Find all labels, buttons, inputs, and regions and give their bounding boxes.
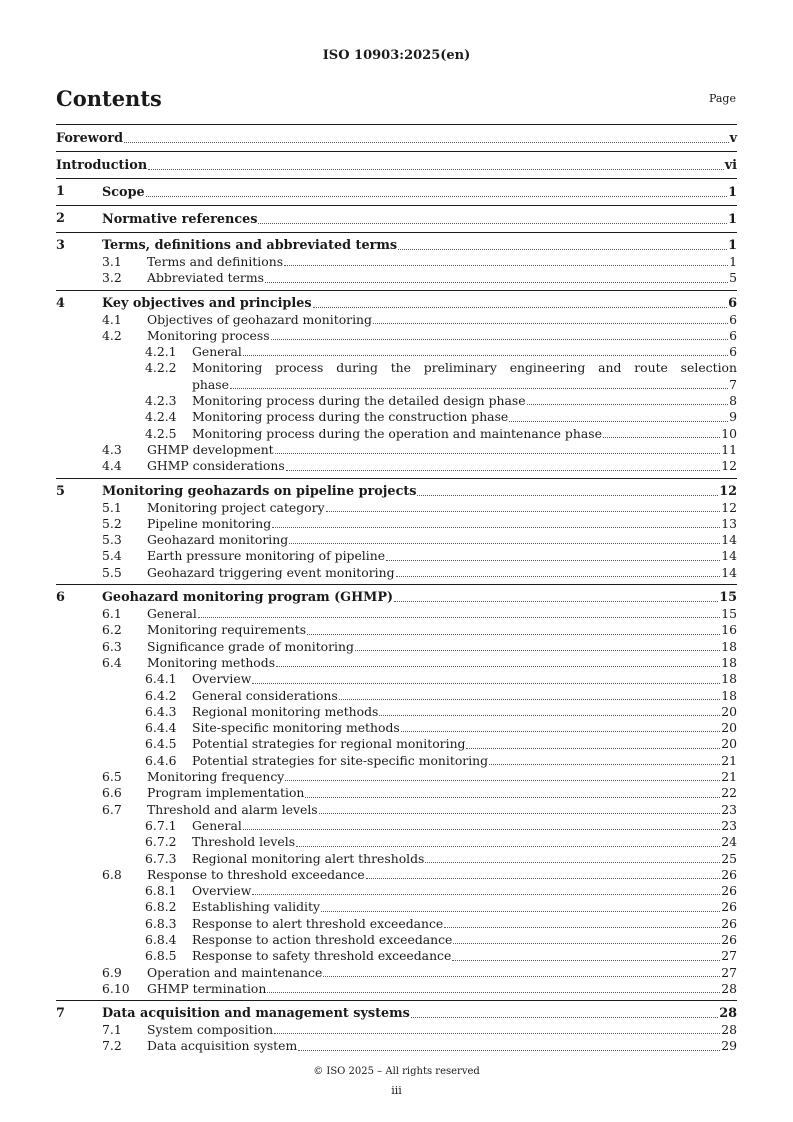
toc-entry-page: 28 [721, 1022, 737, 1038]
toc-entry-page: 24 [721, 834, 737, 850]
toc-entry-page: 22 [721, 785, 737, 801]
toc-entry-number: 4.1 [102, 311, 122, 327]
toc-entry-page: 18 [721, 638, 737, 654]
dot-leader [444, 927, 720, 928]
toc-entry[interactable] [56, 688, 737, 704]
toc-entry[interactable] [56, 458, 737, 474]
toc-entry-title: General [147, 606, 197, 622]
toc-entry-page: 15 [719, 590, 737, 606]
toc-entry-title: Site-specific monitoring methods [192, 720, 400, 736]
toc-entry[interactable] [56, 532, 737, 548]
toc-entry-page: 21 [721, 769, 737, 785]
toc-entry-number: 7 [56, 1006, 65, 1022]
toc-entry[interactable] [56, 883, 737, 899]
dot-leader [527, 404, 729, 405]
toc-entry-title: Terms, definitions and abbreviated terms [102, 238, 398, 253]
toc-entry-page: v [729, 131, 737, 146]
toc-entry-number: 6.4.6 [145, 752, 177, 768]
dot-leader [296, 846, 720, 847]
dot-leader [276, 666, 720, 667]
dot-leader [321, 911, 720, 912]
toc-entry[interactable] [56, 409, 737, 425]
toc-entry-number: 5.3 [102, 532, 122, 548]
dot-leader [267, 992, 720, 993]
toc-entry-number: 4.2.1 [145, 344, 177, 360]
toc-entry-title: Program implementation [147, 785, 305, 801]
toc-entry-page: 16 [721, 622, 737, 638]
dot-leader [146, 196, 727, 197]
toc-entry[interactable] [56, 254, 737, 270]
toc-entry-page: 18 [721, 687, 737, 703]
toc-entry[interactable] [56, 639, 737, 655]
toc-entry[interactable] [56, 500, 737, 516]
toc-entry-title: Monitoring frequency [147, 769, 285, 785]
toc-entry-number: 4 [56, 295, 65, 311]
dot-leader [272, 527, 720, 528]
toc-entry-number: 6.8 [102, 866, 122, 882]
toc-entry[interactable] [56, 720, 737, 736]
toc-entry-number: 6.10 [102, 980, 130, 996]
dot-leader [148, 169, 724, 170]
toc-entry-page: 11 [721, 441, 737, 457]
table-of-contents [56, 124, 737, 1058]
toc-entry-page: 15 [721, 606, 737, 622]
toc-entry-title: Monitoring project category [147, 499, 325, 515]
toc-entry-title: Response to safety threshold exceedance [192, 948, 452, 964]
toc-entry-number: 5.1 [102, 499, 122, 515]
toc-entry-number: 5.5 [102, 564, 122, 580]
toc-section [56, 1000, 737, 1058]
dot-leader [319, 813, 721, 814]
copyright-notice: © ISO 2025 – All rights reserved [313, 1066, 480, 1077]
dot-leader [124, 142, 729, 143]
toc-entry-title: Introduction [56, 158, 148, 173]
toc-entry-main[interactable] [56, 590, 737, 606]
dot-leader [243, 829, 720, 830]
toc-entry-page: 18 [721, 671, 737, 687]
toc-entry-page: 26 [721, 915, 737, 931]
toc-entry-number: 6.1 [102, 606, 122, 622]
toc-entry-page: 12 [721, 499, 737, 515]
dot-leader [425, 862, 720, 863]
toc-entry-number: 5.4 [102, 548, 122, 564]
dot-leader [265, 282, 728, 283]
toc-entry[interactable] [56, 312, 737, 328]
toc-entry-page: 6 [728, 295, 737, 311]
toc-entry-page: 13 [721, 515, 737, 531]
toc-entry-number: 1 [56, 184, 65, 199]
toc-entry[interactable] [56, 916, 737, 932]
toc-entry[interactable] [56, 981, 737, 997]
page-number: iii [391, 1084, 402, 1097]
toc-entry-number: 6.7.2 [145, 834, 177, 850]
toc-entry[interactable] [56, 360, 737, 393]
toc-entry-title: Monitoring geohazards on pipeline projects [102, 483, 417, 499]
toc-entry-title: Geohazard triggering event monitoring [147, 564, 395, 580]
toc-entry[interactable] [56, 867, 737, 883]
toc-entry-main[interactable] [56, 238, 737, 254]
toc-entry-title: Earth pressure monitoring of pipeline [147, 548, 386, 564]
toc-entry-title: Overview [192, 883, 252, 899]
toc-entry-title: Pipeline monitoring [147, 515, 272, 531]
dot-leader [339, 699, 720, 700]
toc-entry-page: 29 [721, 1038, 737, 1054]
toc-section [56, 232, 737, 290]
toc-entry-page: 1 [728, 212, 737, 227]
dot-leader [286, 470, 721, 471]
toc-entry-title: Response to alert threshold exceedance [192, 915, 444, 931]
toc-entry-title: Potential strategies for site-specific monitoring [192, 752, 489, 768]
dot-leader [323, 976, 720, 977]
toc-entry-number: 4.2.3 [145, 393, 177, 409]
toc-entry-title: Scope [102, 185, 145, 200]
toc-entry-page: 20 [721, 720, 737, 736]
toc-entry[interactable] [56, 442, 737, 458]
dot-leader [307, 634, 720, 635]
toc-entry[interactable] [56, 426, 737, 442]
toc-entry-number: 4.2.2 [145, 360, 177, 376]
dot-leader [466, 748, 720, 749]
toc-entry-number: 6.7.1 [145, 817, 177, 833]
toc-entry-title: General [192, 344, 242, 360]
toc-entry-number: 6.2 [102, 622, 122, 638]
toc-entry[interactable] [56, 548, 737, 564]
dot-leader [274, 1033, 720, 1034]
toc-entry-title: General [192, 817, 242, 833]
dot-leader [230, 388, 728, 389]
dot-leader [398, 249, 727, 250]
toc-entry[interactable] [56, 606, 737, 622]
dot-leader [284, 265, 728, 266]
toc-entry-title: General considerations [192, 687, 338, 703]
toc-section [56, 290, 737, 478]
toc-entry-page: 1 [728, 238, 737, 253]
toc-entry-page: 14 [721, 532, 737, 548]
toc-entry-page: 26 [721, 899, 737, 915]
toc-entry-number: 6.8.4 [145, 931, 177, 947]
toc-entry-number: 6 [56, 590, 65, 606]
toc-entry-number: 6.4.4 [145, 720, 177, 736]
dot-leader [198, 617, 720, 618]
dot-leader [355, 650, 720, 651]
toc-entry-title: Data acquisition and management systems [102, 1006, 410, 1022]
toc-entry-main[interactable] [56, 157, 737, 175]
toc-section [56, 584, 737, 1000]
toc-entry-title: Monitoring process during the preliminary engineering and route selection [192, 360, 737, 376]
toc-entry-main[interactable] [56, 184, 737, 202]
toc-entry-title: Data acquisition system [147, 1038, 298, 1054]
toc-entry-title: Regional monitoring methods [192, 703, 379, 719]
toc-entry[interactable] [56, 671, 737, 687]
toc-entry[interactable] [56, 270, 737, 286]
toc-entry[interactable] [56, 965, 737, 981]
toc-entry-title: Monitoring process during the operation and maintenance phase [192, 425, 602, 441]
toc-entry-page: 28 [719, 1006, 737, 1022]
toc-entry-page: 1 [729, 254, 737, 269]
toc-entry-title: Monitoring process during the construction phase [192, 409, 509, 425]
toc-entry-title-continued: phase [192, 376, 229, 392]
dot-leader [285, 780, 720, 781]
toc-section [56, 178, 737, 205]
toc-entry-number: 6.4.3 [145, 703, 177, 719]
toc-entry-title: Response to action threshold exceedance [192, 931, 453, 947]
toc-entry-number: 3 [56, 238, 65, 253]
dot-leader [366, 878, 720, 879]
toc-entry-number: 6.8.1 [145, 883, 177, 899]
toc-entry-number: 6.4.2 [145, 687, 177, 703]
toc-entry-page: 26 [721, 931, 737, 947]
page-column-label: Page [708, 92, 736, 105]
toc-entry-title: Geohazard monitoring program (GHMP) [102, 590, 394, 606]
toc-entry-number: 6.4 [102, 654, 122, 670]
dot-leader [489, 764, 720, 765]
toc-section [56, 124, 737, 151]
toc-entry[interactable] [56, 704, 737, 720]
toc-entry-number: 6.5 [102, 769, 122, 785]
toc-entry-number: 4.4 [102, 458, 122, 474]
toc-entry-number: 6.3 [102, 638, 122, 654]
toc-entry[interactable] [56, 802, 737, 818]
dot-leader [603, 437, 720, 438]
toc-entry[interactable] [56, 393, 737, 409]
toc-entry-number: 6.6 [102, 785, 122, 801]
dot-leader [411, 1017, 718, 1018]
toc-entry[interactable] [56, 834, 737, 850]
toc-section [56, 205, 737, 232]
toc-entry-title: Operation and maintenance [147, 964, 323, 980]
toc-entry-page: 28 [721, 980, 737, 996]
dot-leader [453, 943, 720, 944]
toc-entry-title: Abbreviated terms [147, 270, 264, 286]
toc-entry[interactable] [56, 899, 737, 915]
toc-entry-title: Potential strategies for regional monitoring [192, 736, 466, 752]
toc-entry-page: 10 [721, 425, 737, 441]
dot-leader [417, 495, 718, 496]
toc-entry-page: 6 [729, 311, 737, 327]
toc-entry-title: Key objectives and principles [102, 295, 312, 311]
dot-leader [258, 223, 727, 224]
dot-leader [373, 323, 728, 324]
toc-entry-number: 6.7.3 [145, 850, 177, 866]
toc-entry[interactable] [56, 622, 737, 638]
toc-entry-title: Establishing validity [192, 899, 320, 915]
toc-entry-page: vi [724, 158, 737, 173]
toc-entry-page: 8 [729, 393, 737, 409]
toc-entry-title: Foreword [56, 131, 124, 146]
toc-entry-title: Threshold and alarm levels [147, 801, 318, 817]
toc-entry-page: 7 [729, 376, 737, 392]
toc-entry-page: 23 [721, 817, 737, 833]
toc-entry[interactable] [56, 1022, 737, 1038]
dot-leader [386, 560, 720, 561]
toc-entry-page: 12 [719, 483, 737, 499]
dot-leader [271, 339, 729, 340]
dot-leader [243, 355, 728, 356]
toc-entry-title: Objectives of geohazard monitoring [147, 311, 372, 327]
toc-entry[interactable] [56, 818, 737, 834]
toc-entry-number: 4.3 [102, 441, 122, 457]
toc-entry[interactable] [56, 785, 737, 801]
dot-leader [396, 576, 721, 577]
toc-entry-number: 3.2 [102, 270, 122, 286]
toc-entry-title: Monitoring requirements [147, 622, 307, 638]
toc-entry[interactable] [56, 565, 737, 581]
toc-entry-page: 1 [728, 185, 737, 200]
toc-entry-title: Regional monitoring alert thresholds [192, 850, 425, 866]
toc-entry-number: 6.8.2 [145, 899, 177, 915]
dot-leader [394, 601, 718, 602]
toc-entry-number: 4.2.4 [145, 409, 177, 425]
toc-entry-number: 6.8.5 [145, 948, 177, 964]
toc-entry-page: 20 [721, 736, 737, 752]
toc-entry[interactable] [56, 851, 737, 867]
toc-entry-page: 27 [721, 964, 737, 980]
dot-leader [452, 960, 720, 961]
dot-leader [298, 1050, 720, 1051]
toc-entry-page: 6 [729, 344, 737, 360]
toc-entry-title: System composition [147, 1022, 274, 1038]
dot-leader [289, 543, 720, 544]
toc-entry-page: 9 [729, 409, 737, 425]
toc-entry-page: 14 [721, 548, 737, 564]
toc-entry-main[interactable] [56, 484, 737, 500]
toc-entry-page: 6 [729, 327, 737, 343]
toc-section [56, 151, 737, 178]
toc-entry-page: 21 [721, 752, 737, 768]
toc-entry-page: 25 [721, 850, 737, 866]
toc-entry-number: 6.8.3 [145, 915, 177, 931]
dot-leader [252, 894, 720, 895]
toc-entry-main[interactable] [56, 1006, 737, 1022]
toc-entry-main[interactable] [56, 296, 737, 312]
toc-entry-page: 23 [721, 801, 737, 817]
toc-entry[interactable] [56, 344, 737, 360]
dot-leader [379, 715, 720, 716]
toc-entry-main[interactable] [56, 130, 737, 148]
toc-entry-number: 7.1 [102, 1022, 122, 1038]
toc-entry-number: 3.1 [102, 254, 122, 269]
dot-leader [401, 731, 720, 732]
toc-entry-page: 26 [721, 883, 737, 899]
toc-entry-page: 12 [721, 458, 737, 474]
toc-entry[interactable] [56, 736, 737, 752]
toc-entry-title: Threshold levels [192, 834, 296, 850]
toc-entry[interactable] [56, 655, 737, 671]
dot-leader [326, 511, 721, 512]
toc-entry-number: 2 [56, 211, 65, 226]
dot-leader [509, 421, 728, 422]
toc-entry[interactable] [56, 516, 737, 532]
toc-entry-page: 27 [721, 948, 737, 964]
toc-entry-number: 7.2 [102, 1038, 122, 1054]
toc-section [56, 478, 737, 584]
toc-entry-number: 6.4.1 [145, 671, 177, 687]
toc-entry-title: Geohazard monitoring [147, 532, 289, 548]
toc-entry-title: Monitoring process during the detailed design phase [192, 393, 526, 409]
toc-entry-title: Response to threshold exceedance [147, 866, 365, 882]
toc-entry-number: 5.2 [102, 515, 122, 531]
toc-entry-page: 14 [721, 564, 737, 580]
toc-entry-title: GHMP development [147, 441, 274, 457]
toc-entry-title: Terms and definitions [147, 254, 284, 269]
toc-entry-number: 6.7 [102, 801, 122, 817]
toc-entry-title: Monitoring process [147, 327, 270, 343]
toc-entry-page: 5 [729, 270, 737, 286]
dot-leader [305, 797, 720, 798]
dot-leader [313, 307, 728, 308]
toc-entry[interactable] [56, 769, 737, 785]
toc-entry-number: 6.9 [102, 964, 122, 980]
toc-entry-title: GHMP termination [147, 980, 267, 996]
toc-entry[interactable] [56, 753, 737, 769]
toc-entry[interactable] [56, 932, 737, 948]
toc-entry-title: GHMP considerations [147, 458, 285, 474]
toc-entry-number: 6.4.5 [145, 736, 177, 752]
toc-entry-title: Overview [192, 671, 252, 687]
toc-entry-main[interactable] [56, 211, 737, 229]
toc-entry-page: 20 [721, 703, 737, 719]
toc-entry[interactable] [56, 328, 737, 344]
toc-entry[interactable] [56, 1038, 737, 1054]
toc-entry-title: Monitoring methods [147, 654, 276, 670]
toc-entry-title: Significance grade of monitoring [147, 638, 354, 654]
document-header: ISO 10903:2025(en) [322, 48, 471, 63]
dot-leader [252, 683, 720, 684]
toc-entry-page: 26 [721, 866, 737, 882]
toc-entry-number: 4.2 [102, 327, 122, 343]
page-title: Contents [56, 86, 162, 111]
dot-leader [275, 453, 721, 454]
toc-entry[interactable] [56, 948, 737, 964]
toc-entry-number: 5 [56, 483, 65, 499]
toc-entry-title: Normative references [102, 212, 258, 227]
toc-entry-number: 4.2.5 [145, 425, 177, 441]
toc-entry-page: 18 [721, 654, 737, 670]
